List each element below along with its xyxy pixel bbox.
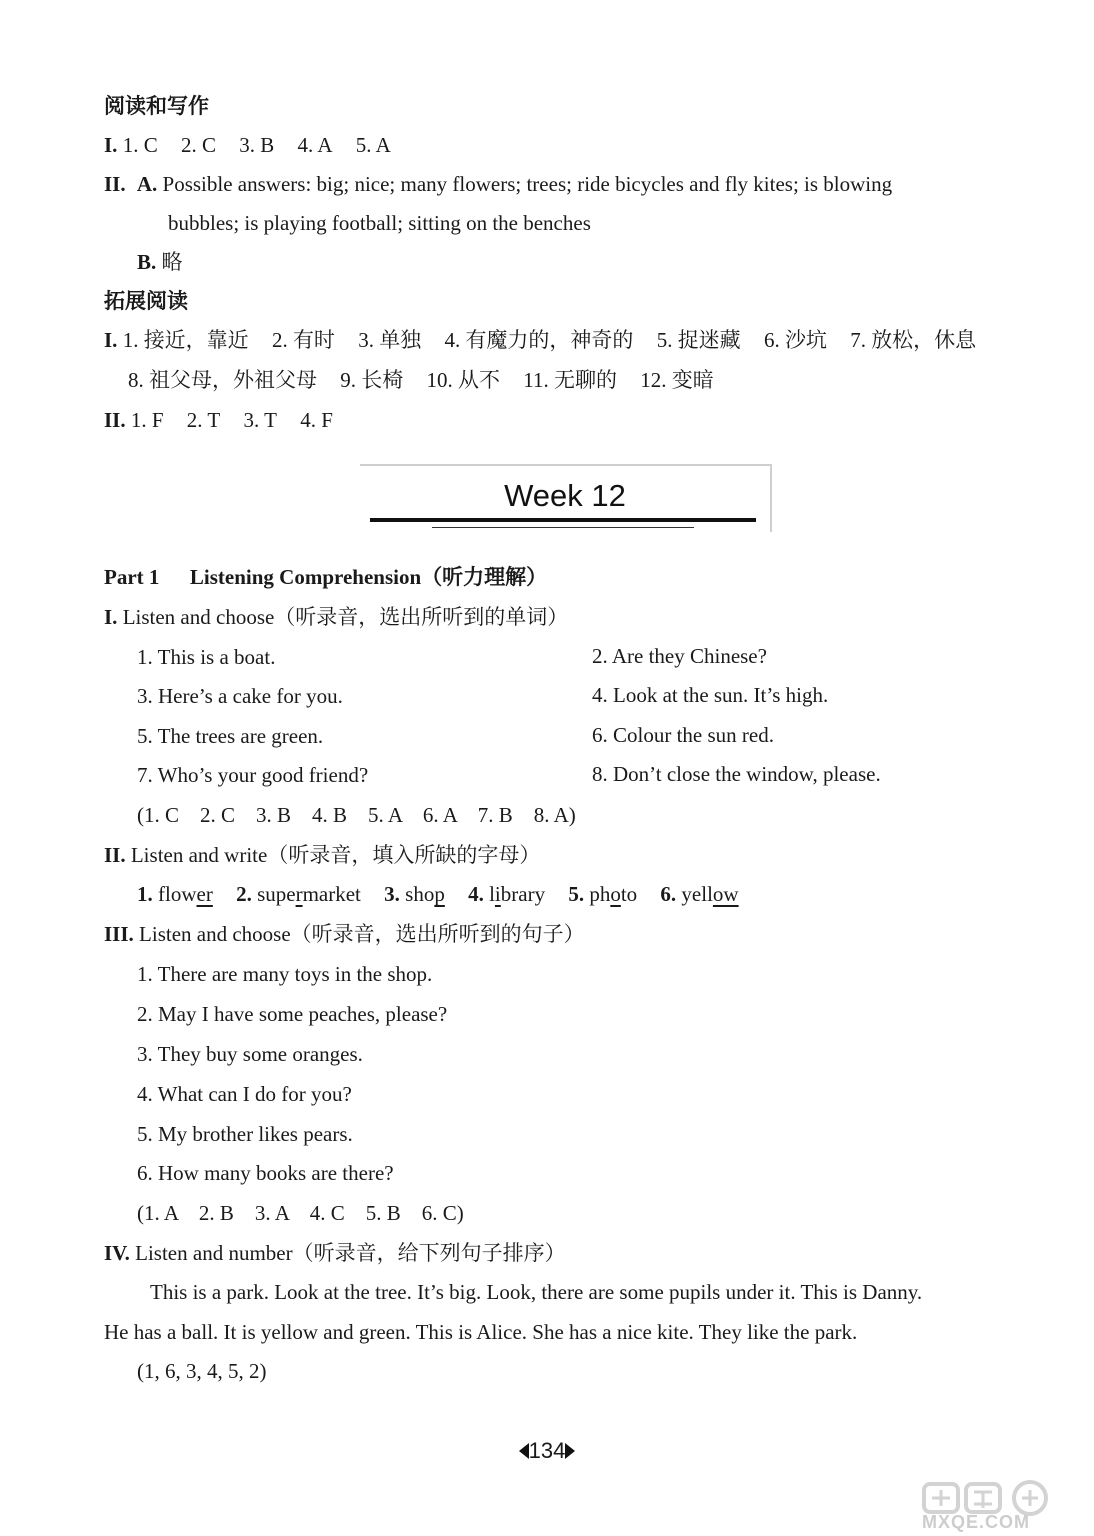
watermark-logo [920,1478,1090,1534]
answer-item: 4. 有魔力的，神奇的 [444,328,634,352]
rw-q2-line2: bubbles; is playing football; sitting on the benches [168,211,591,235]
rw-q2-partB [137,252,183,273]
answer-item: 8. 祖父母，外祖父母 [128,368,317,392]
filled-blank: r [295,882,303,906]
word-part: sho [405,882,435,906]
section-instruction: Listen and choose（听录音，选出所听到的单词） [122,605,569,629]
filled-blank: er [196,882,213,906]
word-part: brary [500,882,546,906]
section-instruction: Listen and choose（听录音，选出所听到的句子） [139,922,585,946]
word-part: to [620,882,638,906]
page-number [0,1438,1094,1464]
section-heading-reading-writing: 阅读和写作 [104,94,209,118]
part-heading [104,567,547,588]
filled-blank: i [494,882,501,906]
word-item [568,882,637,906]
answer-key: (1. A 2. B 3. A 4. C 5. B 6. C) [137,1201,464,1225]
list-item: 6. How many books are there? [137,1161,394,1185]
part-title: Listening Comprehension（听力理解） [189,565,548,589]
item-number: 2. [236,882,252,906]
divider [370,518,756,522]
answer-item: 4. F [300,408,333,432]
er-q2-line [104,410,333,431]
word-item [660,882,738,906]
word-list [137,884,739,905]
er-q1-line2 [128,370,714,391]
answer-item: 1. C [122,133,158,157]
filled-blank: p [434,882,445,906]
item-number: 1. [137,882,153,906]
part-label: A. [136,172,158,196]
question-label: II. [104,408,126,432]
answer-item: 5. 捉迷藏 [656,328,741,352]
item-number: 5. [568,882,585,906]
item-number: 6. [660,882,677,906]
answer-item: 3. T [243,408,277,432]
answer-item: 1. 接近，靠近 [122,328,249,352]
list-item: 2. May I have some peaches, please? [137,1002,448,1026]
filled-blank: o [610,882,621,906]
word-part: flow [158,882,197,906]
answer-item: 7. 放松，休息 [850,328,977,352]
answer-item: 2. 有时 [271,328,335,352]
list-item: 4. Look at the sun. It’s high. [592,683,829,707]
answer-key: (1, 6, 3, 4, 5, 2) [137,1359,267,1383]
section-title [104,1243,566,1264]
question-label: I. [104,328,118,352]
answer-key: (1. C 2. C 3. B 4. B 5. A 6. A 7. B 8. A) [137,803,576,827]
page-number-text: 134 [528,1438,566,1463]
item-number: 4. [468,882,484,906]
answer-item: 3. B [239,133,275,157]
list-item: 3. Here’s a cake for you. [137,684,343,708]
section-label: IV. [104,1241,130,1265]
list-item: 8. Don’t close the window, please. [592,762,881,786]
list-item: 2. Are they Chinese? [592,644,767,668]
answer-text: Possible answers: big; nice; many flowers; trees; ride bicycles and fly kites; is blowing [162,172,893,196]
answer-item: 4. A [297,133,333,157]
answer-item: 5. A [355,133,391,157]
triangle-left-icon [519,1443,529,1459]
filled-blank: ow [712,882,739,906]
part-label: Part 1 [104,565,160,589]
watermark-url: MXQE.COM [922,1512,1031,1532]
word-part: yell [681,882,713,906]
answer-item: 12. 变暗 [640,368,714,392]
section-title [104,607,568,628]
answer-item: 2. T [186,408,221,432]
part-label: B. [137,250,157,274]
item-number: 3. [384,882,400,906]
section-instruction: Listen and write（听录音，填入所缺的字母） [130,843,541,867]
list-item: 5. The trees are green. [137,724,324,748]
answer-item: 6. 沙坑 [763,328,827,352]
answer-item: 1. F [130,408,164,432]
list-item: 7. Who’s your good friend? [137,763,369,787]
divider [432,527,694,528]
answer-item: 2. C [180,133,216,157]
list-item: 6. Colour the sun red. [592,723,774,747]
section-instruction: Listen and number（听录音，给下列句子排序） [135,1241,566,1265]
list-item: 1. This is a boat. [137,645,276,669]
section-label: I. [104,605,118,629]
list-item: 3. They buy some oranges. [137,1042,363,1066]
er-q1-line1 [104,330,976,351]
section-label: II. [104,843,126,867]
word-part: market [302,882,361,906]
section-title [104,924,585,945]
passage-line: This is a park. Look at the tree. It’s big. Look, there are some pupils under it. This is Danny. [150,1280,923,1304]
answer-item: 10. 从不 [426,368,500,392]
section-label: III. [104,922,134,946]
answer-item: 3. 单独 [358,328,422,352]
rw-q2-line1 [104,174,892,195]
list-item: 5. My brother likes pears. [137,1122,353,1146]
word-item [137,882,213,906]
word-item [236,882,361,906]
word-item [468,882,545,906]
answer-item: 9. 长椅 [340,368,404,392]
rw-q1-line [104,135,391,156]
triangle-right-icon [565,1443,575,1459]
word-part: l [489,882,495,906]
passage-line: He has a ball. It is yellow and green. This is Alice. She has a nice kite. They like the park. [104,1320,858,1344]
question-label: I. [104,133,118,157]
answer-item: 11. 无聊的 [523,368,617,392]
list-item: 4. What can I do for you? [137,1082,352,1106]
list-item: 1. There are many toys in the shop. [137,962,433,986]
word-item [384,882,445,906]
word-part: supe [257,882,296,906]
answer-text: 略 [161,250,183,274]
section-heading-extended-reading: 拓展阅读 [104,289,188,313]
week-title: Week 12 [504,478,626,513]
section-title [104,845,540,866]
question-label: II. [104,172,126,196]
word-part: ph [589,882,611,906]
